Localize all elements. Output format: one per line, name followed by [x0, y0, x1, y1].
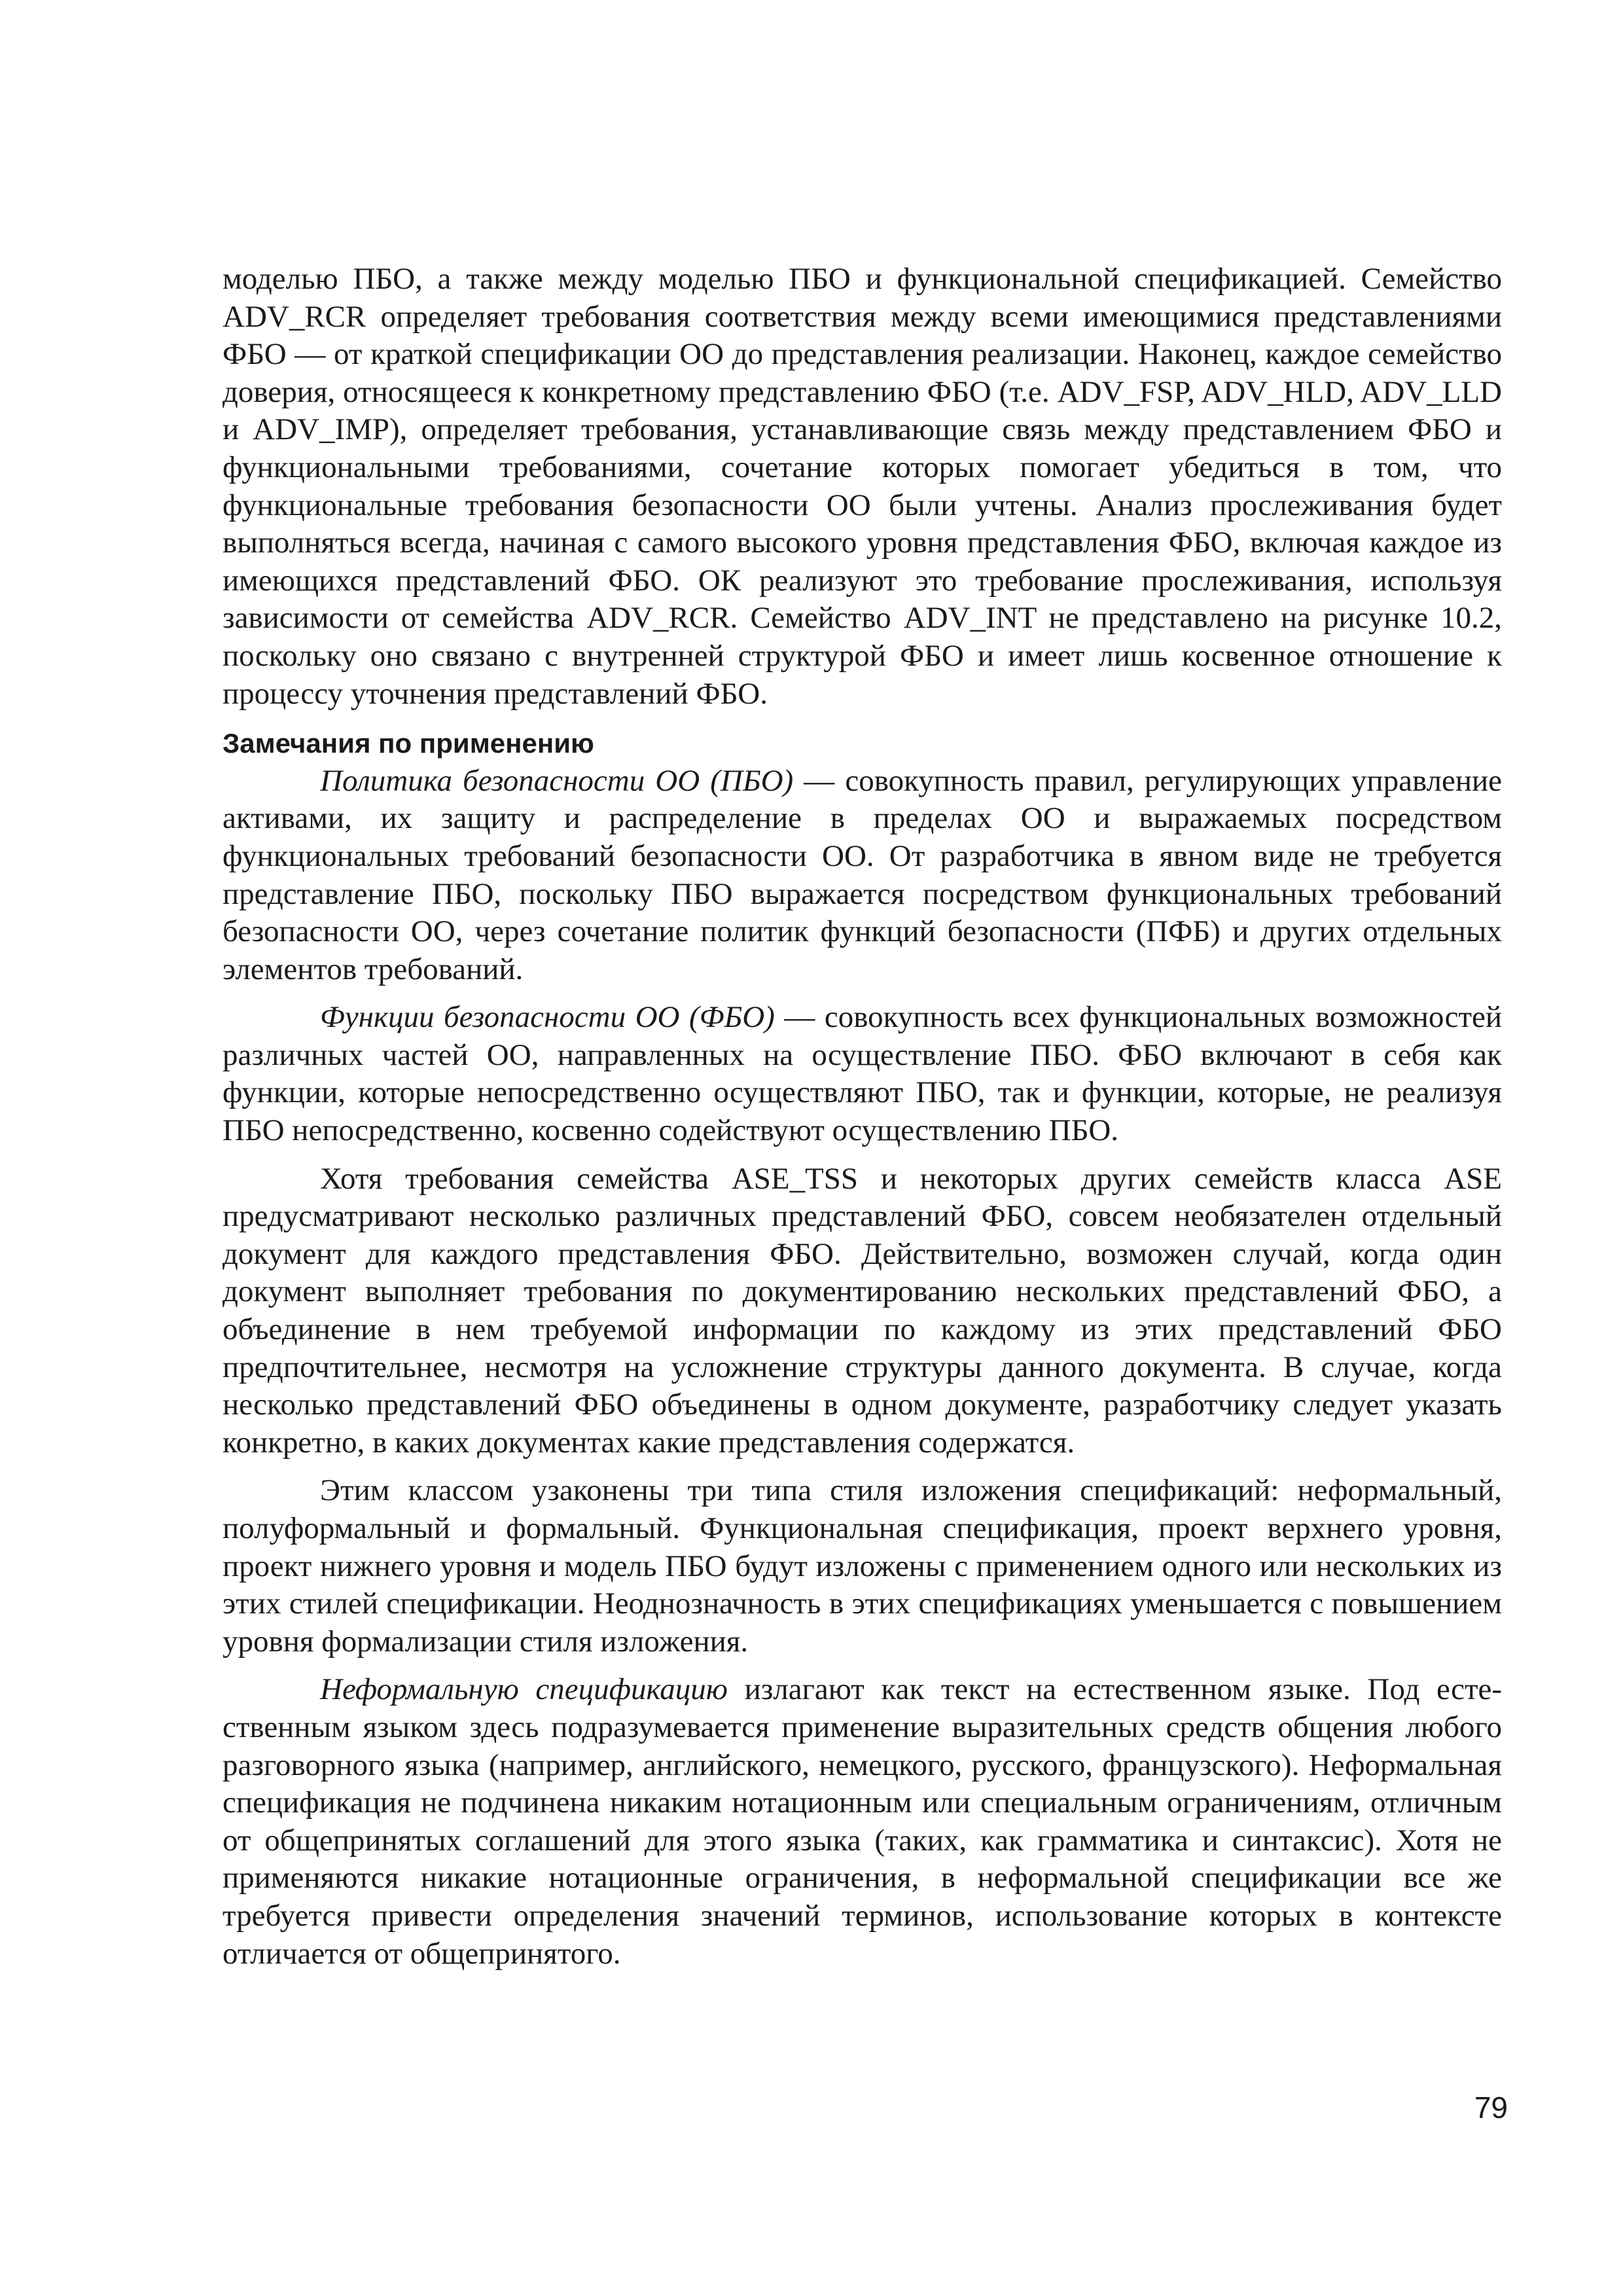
- tsf-definition-paragraph: [223, 999, 1502, 1149]
- tsf-definition-text: — совокупность всех функциональных возможностей различных частей ОО, направленных на осуществление ПБО. ФБО включают в себя как функции, которые непосредственно осуществляют ПБО, так и функции, которые, не реализуя ПБО непосредственно, косвенно содействуют осуществлению ПБО.: [223, 1000, 1502, 1148]
- informal-specification-text: излагают как текст на естественном языке. Под естественным языком здесь подразумевается применение выразительных средств общения любого разговорного языка (например, английского, немецкого, русского, французского). Неформальная спецификация не подчинена никаким нотационным или специальным ограничениям, отличным от общепринятых соглашений для этого языка (таких, как грамматика и синтаксис). Хотя не применяются никакие нотационные ограничения, в неформальной спецификации все же требуется привести определения значений терминов, использование которых в контексте отличается от общепринятого.: [223, 1672, 1502, 1971]
- page-content: [223, 260, 1502, 1973]
- tsf-term: Функции безопасности ОО (ФБО): [320, 1000, 775, 1035]
- page-number: 79: [1474, 2090, 1508, 2125]
- specification-styles-paragraph: Этим классом узаконены три типа стиля изложения спецификаций: неформальный, полуформальный и формальный. Функциональная спецификация, проект верхнего уровня, проект нижнего уровня и модель ПБО будут изложены с применением одного или нескольких из этих стилей спецификации. Неоднозначность в этих спецификациях уменьшается с повышением уровня формализации стиля изложения.: [223, 1473, 1502, 1659]
- informal-specification-term: Неформальную спецификацию: [320, 1672, 728, 1707]
- tsp-definition-text: — совокупность правил, регулирующих управление активами, их защиту и распределение в пределах ОО и выражаемых посредством функциональных требований безопасности ОО. От разработчика в явном виде не требуется представление ПБО, поскольку ПБО выражается посредством функциональных требований безопасности ОО, через сочетание политик функций безопасности (ПФБ) и других отдельных элементов требований.: [223, 763, 1502, 986]
- intro-paragraph: моделью ПБО, а также между моделью ПБО и функциональной спецификацией. Семейство ADV_RCR определяет требования соответствия между всеми имеющимися представлениями ФБО — от краткой спецификации ОО до представления реализации. Наконец, каждое семейство доверия, относящееся к конкретному представлению ФБО (т.е. ADV_FSP, ADV_HLD, ADV_LLD и ADV_IMP), определяет требования, устанавливающие связь между представлением ФБО и функциональными требованиями, сочетание которых помогает убедиться в том, что функциональные требования безопасности ОО были учтены. Анализ прослеживания будет выполняться всегда, начиная с самого высокого уровня представления ФБО, включая каждое из имеющихся представлений ФБО. ОК реализуют это требование прослеживания, используя зависимости от семейства ADV_RCR. Семейство ADV_INT не представлено на рисунке 10.2, поскольку оно связано с внутренней структурой ФБО и имеет лишь косвенное отношение к процессу уточнения представлений ФБО.: [223, 262, 1502, 711]
- section-heading: Замечания по применению: [223, 728, 594, 759]
- ase-representations-paragraph: Хотя требования семейства ASE_TSS и некоторых других семейств класса ASE предусматривают несколько различных представлений ФБО, совсем необязателен отдельный документ для каждого представления ФБО. Действительно, возможен случай, когда один документ выполняет требования по документированию нескольких представлений ФБО, а объединение в нем требуемой информации по каждому из этих представлений ФБО предпочтительнее, несмотря на усложнение структуры данного документа. В случае, когда несколько представлений ФБО объединены в одном документе, разработчику следует указать конкретно, в каких документах какие представления содержатся.: [223, 1161, 1502, 1460]
- tsp-term: Политика безопасности ОО (ПБО): [320, 763, 794, 798]
- informal-specification-paragraph: [223, 1671, 1502, 1973]
- tsp-definition-paragraph: [223, 762, 1502, 989]
